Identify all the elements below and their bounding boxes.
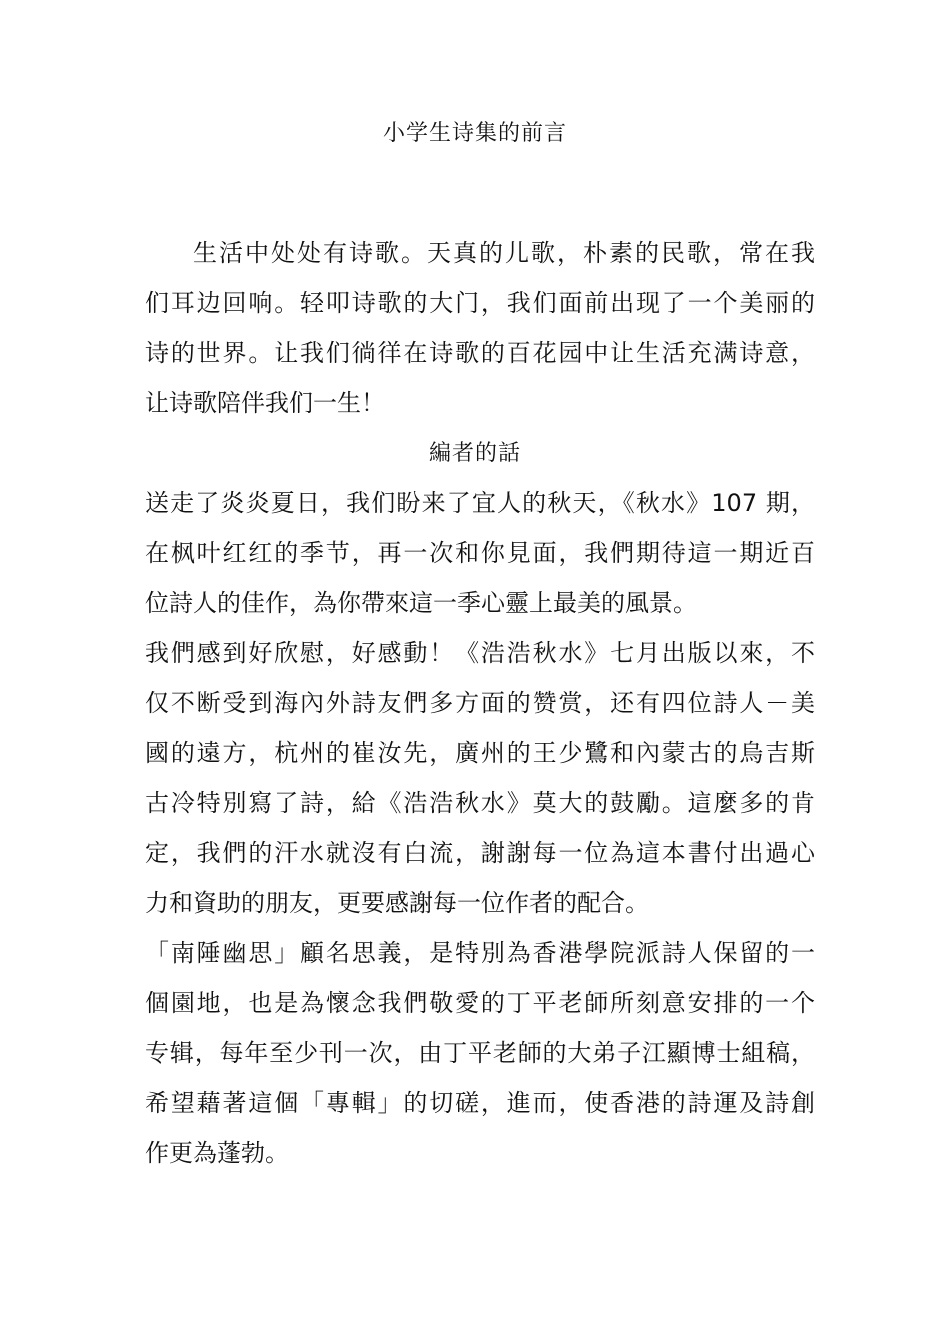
editor-line: 作更為蓬勃。 (145, 1139, 289, 1167)
preface-line: 们耳边回响。轻叩诗歌的大门，我们面前出现了一个美丽的 (145, 289, 815, 317)
preface-line: 诗的世界。让我们徜徉在诗歌的百花园中让生活充满诗意， (145, 339, 815, 367)
editor-line: 送走了炎炎夏日，我们盼来了宜人的秋天，《秋水》107 期， (145, 489, 815, 517)
preface-line: 让诗歌陪伴我们一生！ (145, 389, 385, 417)
editor-line: 力和資助的朋友，更要感謝每一位作者的配合。 (145, 889, 649, 917)
editor-line: 在枫叶红红的季节，再一次和你見面，我們期待這一期近百 (145, 539, 815, 567)
editor-line: 「南陲幽思」顧名思義，是特別為香港學院派詩人保留的一 (145, 939, 815, 967)
editor-line: 仅不断受到海內外詩友們多方面的赞赏，还有四位詩人－美 (145, 689, 815, 717)
editor-line: 古冷特別寫了詩，給《浩浩秋水》莫大的鼓勵。這麼多的肯 (145, 789, 815, 817)
editor-note (145, 478, 815, 1178)
editor-line: 希望藉著這個「專輯」的切磋，進而，使香港的詩運及詩創 (145, 1089, 815, 1117)
preface-line: 生活中处处有诗歌。天真的儿歌，朴素的民歌，常在我 (193, 239, 815, 267)
editor-line: 國的遠方，杭州的崔汝先，廣州的王少鷺和內蒙古的烏吉斯 (145, 739, 815, 767)
editor-line: 個園地，也是為懷念我們敬愛的丁平老師所刻意安排的一个 (145, 989, 815, 1017)
editor-line: 专辑，每年至少刊一次，由丁平老師的大弟子江顯博士組稿， (145, 1039, 815, 1067)
editor-line: 位詩人的佳作，為你帶來這一季心靈上最美的風景。 (145, 589, 697, 617)
editor-heading: 編者的話 (428, 441, 521, 466)
editor-line: 定，我們的汗水就沒有白流，謝謝每一位為這本書付出過心 (145, 839, 815, 867)
preface-paragraph (145, 228, 815, 428)
editor-line: 我們感到好欣慰，好感動！《浩浩秋水》七月出版以來，不 (145, 639, 815, 667)
document-title: 小学生诗集的前言 (382, 121, 567, 146)
